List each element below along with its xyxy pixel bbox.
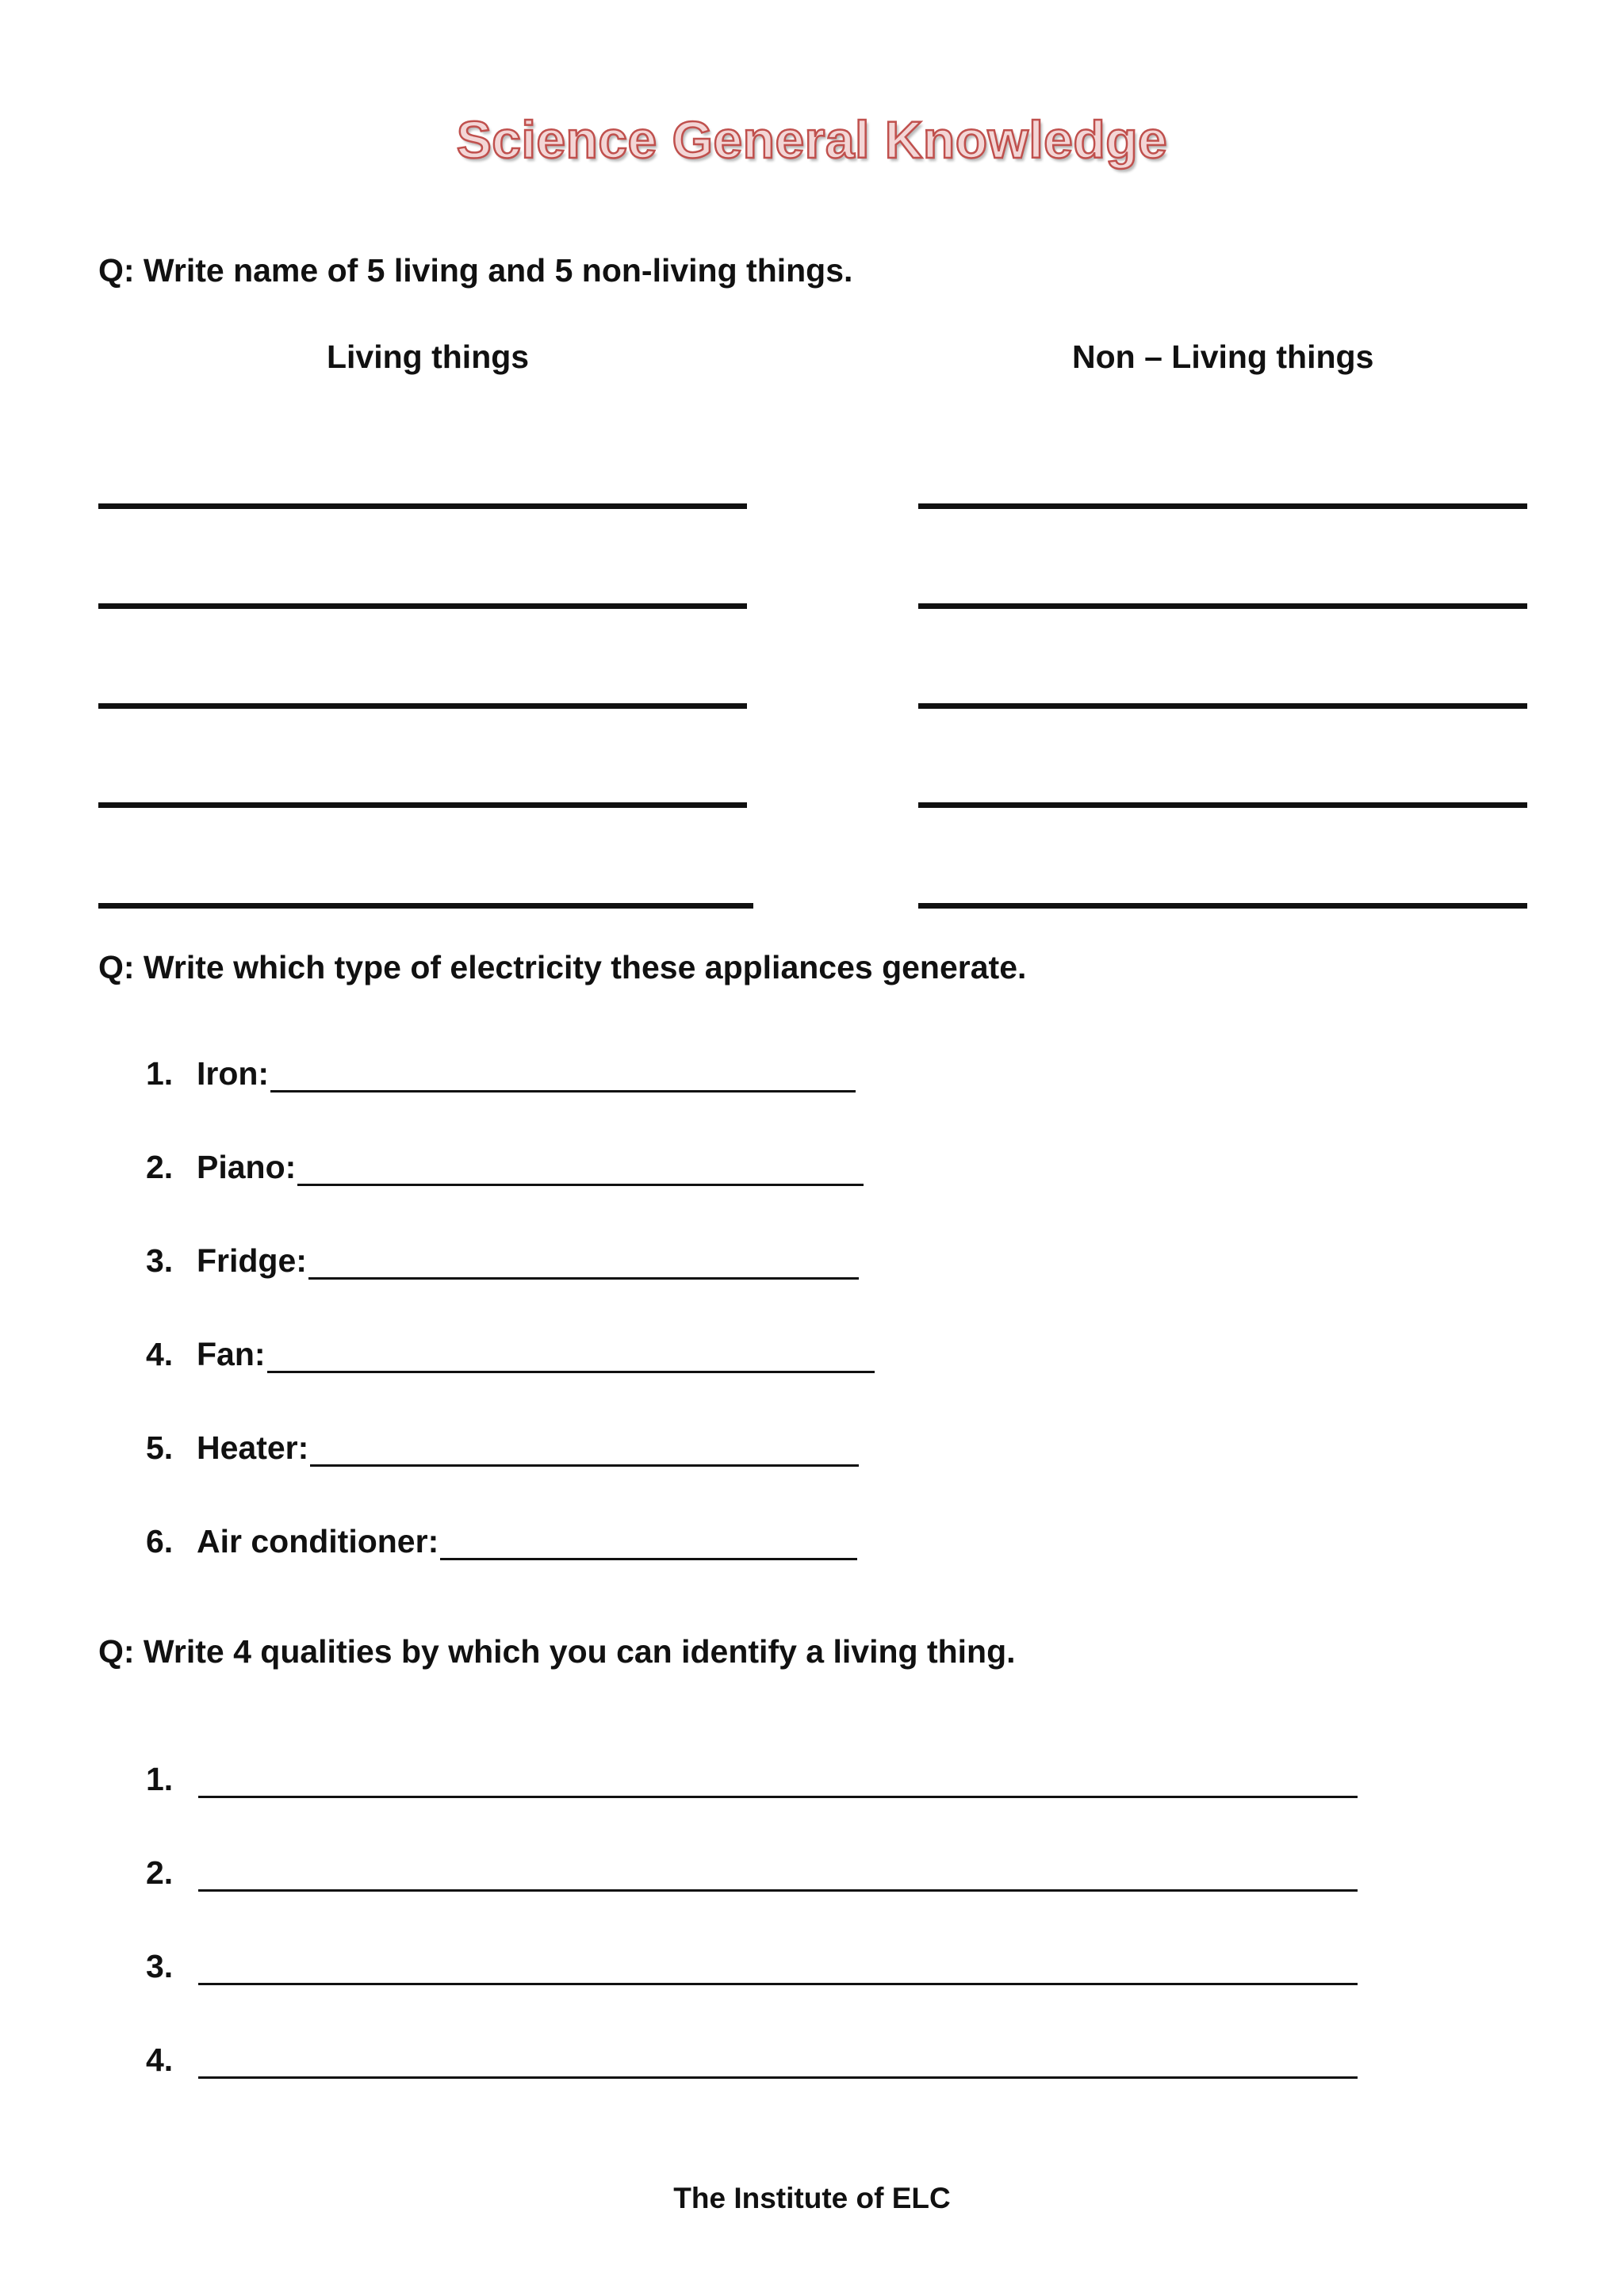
item-number: 3. [146,1242,174,1279]
list-item [146,1326,875,1373]
list-item [146,1938,1358,1985]
nonliving-answer-line-3[interactable] [918,703,1527,709]
nonliving-answer-line-2[interactable] [918,603,1527,609]
item-number: 4. [146,1336,174,1372]
answer-blank[interactable] [270,1055,856,1093]
nonliving-answer-line-5[interactable] [918,903,1527,909]
living-answer-line-5[interactable] [98,903,753,909]
answer-blank[interactable] [310,1429,859,1467]
list-item [146,1513,857,1560]
item-label: Air conditioner: [197,1523,439,1559]
question-living-nonliving: Q: Write name of 5 living and 5 non-living things. [98,252,853,289]
item-number: 1. [146,1761,174,1797]
nonliving-answer-line-1[interactable] [918,503,1527,509]
list-item [146,1419,859,1467]
footer-institute: The Institute of ELC [673,2182,951,2214]
answer-blank[interactable] [198,1948,1358,1985]
item-number: 6. [146,1523,174,1559]
living-answer-line-2[interactable] [98,603,747,609]
answer-blank[interactable] [198,2042,1358,2079]
living-answer-line-3[interactable] [98,703,747,709]
item-number: 5. [146,1429,174,1466]
list-item [146,1138,864,1186]
living-answer-line-4[interactable] [98,802,747,808]
nonliving-answer-line-4[interactable] [918,802,1527,808]
page-title: Science General Knowledge [456,110,1168,169]
answer-blank[interactable] [308,1242,859,1280]
item-label: Heater: [197,1429,309,1466]
list-item [146,1232,859,1280]
list-item [146,1751,1358,1798]
nonliving-things-header: Non – Living things [1072,339,1374,375]
answer-blank[interactable] [297,1149,864,1186]
answer-blank[interactable] [267,1336,875,1373]
item-number: 1. [146,1055,174,1092]
item-label: Iron: [197,1055,270,1092]
list-item [146,2031,1358,2079]
living-answer-line-1[interactable] [98,503,747,509]
item-number: 4. [146,2042,174,2078]
living-things-header: Living things [327,339,530,375]
answer-blank[interactable] [198,1854,1358,1892]
item-number: 3. [146,1948,174,1984]
list-item [146,1045,856,1093]
item-number: 2. [146,1854,174,1891]
list-item [146,1844,1358,1892]
question-living-qualities: Q: Write 4 qualities by which you can identify a living thing. [98,1633,1016,1670]
answer-blank[interactable] [198,1761,1358,1798]
item-number: 2. [146,1149,174,1185]
answer-blank[interactable] [440,1523,857,1560]
item-label: Fan: [197,1336,266,1372]
item-label: Piano: [197,1149,297,1185]
question-electricity-type: Q: Write which type of electricity these appliances generate. [98,949,1027,985]
item-label: Fridge: [197,1242,307,1279]
